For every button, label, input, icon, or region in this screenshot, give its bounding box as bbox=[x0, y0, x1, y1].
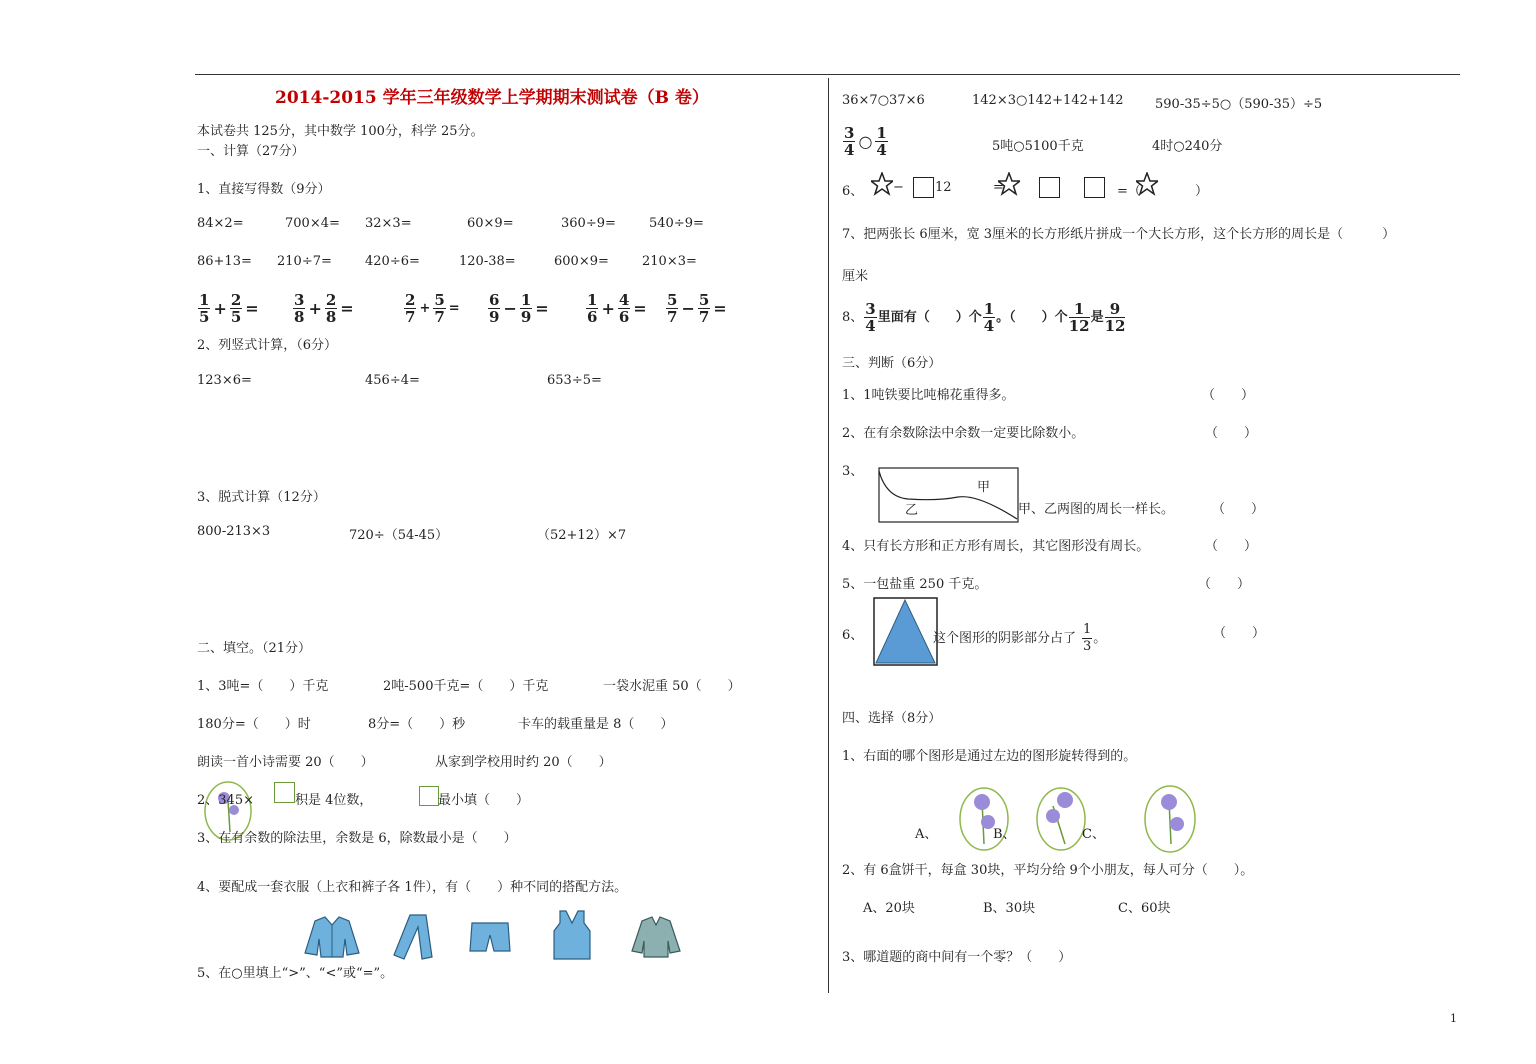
fraction-expr: $\frac{6}{9}$ − $\frac{1}{9}$ = bbox=[489, 291, 549, 326]
choice-item: 2、有 6盒饼干，每盒 30块，平均分给 9个小朋友，每人可分（ ）。 bbox=[842, 863, 1254, 878]
judge-item: 2、在有余数除法中余数一定要比除数小。 bbox=[842, 426, 1085, 441]
compare-item: 142×3○142+142+142 bbox=[972, 93, 1124, 108]
shorts-icon bbox=[468, 919, 512, 955]
section-2-heading: 二、填空。（21分） bbox=[197, 641, 312, 656]
section-1-heading: 一、计算（27分） bbox=[197, 144, 305, 159]
calc-item: 360÷9= bbox=[561, 216, 616, 231]
option-a-label: A、 bbox=[915, 827, 938, 842]
choice-option: B、30块 bbox=[983, 901, 1036, 916]
fraction-expr: $\frac{2}{7}$ + $\frac{5}{7}$ = bbox=[405, 291, 460, 326]
calc-item: 120-38= bbox=[459, 254, 516, 269]
answer-box[interactable] bbox=[913, 177, 934, 198]
page-number: 1 bbox=[1450, 1012, 1457, 1025]
judge-paren: （ ） bbox=[1198, 577, 1251, 592]
region-jia: 甲 bbox=[977, 480, 991, 495]
q2-heading: 2、列竖式计算，（6分） bbox=[197, 338, 338, 353]
judge-item: 1、1吨铁要比吨棉花重得多。 bbox=[842, 388, 1015, 403]
fill-item: 积是 4位数， bbox=[295, 793, 373, 808]
compare-item: 590-35÷5○（590-35）÷5 bbox=[1155, 97, 1323, 112]
judge-item: 这个图形的阴影部分占了 $\frac{1}{3}$ 。 bbox=[933, 622, 1107, 654]
q7-text: 7、把两张长 6厘米，宽 3厘米的长方形纸片拼成一个大长方形，这个长方形的周长是（ ） bbox=[842, 227, 1396, 242]
judge-label: 3、 bbox=[842, 464, 864, 479]
shaded-triangle-figure bbox=[873, 597, 938, 666]
judge-paren: （ ） bbox=[1202, 388, 1255, 403]
fraction-expr: $\frac{3}{8}$ + $\frac{2}{8}$ = bbox=[294, 291, 354, 326]
section-4-heading: 四、选择（8分） bbox=[842, 711, 942, 726]
compare-item: 4时○240分 bbox=[1152, 139, 1223, 154]
fill-item: 最小填（ ） bbox=[438, 793, 530, 808]
chain-calc-item: 720÷（54-45） bbox=[349, 528, 449, 543]
pants-icon bbox=[388, 913, 438, 961]
fill-item: 1、3吨=（ ）千克 bbox=[197, 679, 329, 694]
compare-fraction: $\frac{3}{4}$ ○ $\frac{1}{4}$ bbox=[844, 124, 887, 159]
jacket-icon bbox=[295, 913, 369, 959]
calc-item: 60×9= bbox=[467, 216, 514, 231]
intro-text: 本试卷共 125分，其中数学 100分，科学 25分。 bbox=[197, 124, 484, 139]
coat-icon bbox=[626, 913, 686, 959]
page-title: 2014-2015 学年三年级数学上学期期末测试卷（B 卷） bbox=[275, 88, 709, 108]
fill-item: 一袋水泥重 50（ ） bbox=[603, 679, 741, 694]
fill-item: 4、要配成一套衣服（上衣和裤子各 1件），有（ ）种不同的搭配方法。 bbox=[197, 880, 628, 895]
close-paren: ） bbox=[1195, 184, 1209, 199]
calc-item: 210×3= bbox=[642, 254, 697, 269]
q8-text: 8、 $\frac{3}{4}$ 里面有（ ）个 $\frac{1}{4}$ 。（ ）个 $\frac{1}{12}$ 是 $\frac{9}{12}$ bbox=[842, 300, 1126, 335]
fill-item: 朗读一首小诗需要 20（ ） bbox=[197, 755, 374, 770]
fraction-expr: $\frac{1}{6}$ + $\frac{4}{6}$ = bbox=[587, 291, 647, 326]
compare-item: 5吨○5100千克 bbox=[992, 139, 1084, 154]
judge-paren: （ ） bbox=[1213, 626, 1266, 641]
vertical-calc-item: 123×6= bbox=[197, 373, 252, 388]
fill-item: 5、在○里填上“>”、“<”或“=”。 bbox=[197, 966, 394, 981]
section-3-heading: 三、判断（6分） bbox=[842, 356, 942, 371]
column-divider bbox=[828, 78, 829, 993]
calc-item: 84×2= bbox=[197, 216, 244, 231]
equals-sign: = bbox=[993, 180, 1004, 195]
answer-box[interactable] bbox=[419, 786, 439, 806]
flower-icon bbox=[1035, 786, 1087, 852]
vertical-calc-item: 653÷5= bbox=[547, 373, 602, 388]
q6-label: 6、 bbox=[842, 184, 864, 199]
fill-item: 2吨-500千克=（ ）千克 bbox=[383, 679, 549, 694]
vertical-calc-item: 456÷4= bbox=[365, 373, 420, 388]
number-12: 12 bbox=[935, 180, 952, 195]
star-icon bbox=[998, 172, 1020, 196]
choice-item: 3、哪道题的商中间有一个零？（ ） bbox=[842, 950, 1072, 965]
star-icon bbox=[1136, 172, 1158, 196]
answer-box[interactable] bbox=[274, 782, 295, 803]
chain-calc-item: （52+12）×7 bbox=[537, 528, 627, 543]
q7-unit: 厘米 bbox=[842, 269, 869, 284]
choice-option: A、20块 bbox=[863, 901, 915, 916]
judge-item: 5、一包盐重 250 千克。 bbox=[842, 577, 988, 592]
chain-calc-item: 800-213×3 bbox=[197, 524, 271, 539]
answer-box[interactable] bbox=[1039, 177, 1060, 198]
divided-rectangle-figure bbox=[878, 467, 1020, 524]
fill-item: 2、345× bbox=[197, 793, 254, 808]
region-yi: 乙 bbox=[905, 503, 919, 518]
fill-item: 卡车的载重量是 8（ ） bbox=[518, 717, 674, 732]
q1-heading: 1、直接写得数（9分） bbox=[197, 182, 331, 197]
calc-item: 210÷7= bbox=[277, 254, 332, 269]
calc-item: 700×4= bbox=[285, 216, 340, 231]
judge-paren: （ ） bbox=[1205, 426, 1258, 441]
choice-item: 1、右面的哪个图形是通过左边的图形旋转得到的。 bbox=[842, 749, 1137, 764]
calc-item: 32×3= bbox=[365, 216, 412, 231]
answer-box[interactable] bbox=[1084, 177, 1105, 198]
judge-paren: （ ） bbox=[1205, 539, 1258, 554]
vest-icon bbox=[550, 909, 594, 961]
star-icon bbox=[871, 172, 893, 196]
calc-item: 540÷9= bbox=[649, 216, 704, 231]
judge-item: 4、只有长方形和正方形有周长，其它图形没有周长。 bbox=[842, 539, 1150, 554]
calc-item: 86+13= bbox=[197, 254, 252, 269]
fill-item: 180分=（ ）时 bbox=[197, 717, 311, 732]
fill-item: 8分=（ ）秒 bbox=[368, 717, 466, 732]
option-b-label: B、 bbox=[993, 827, 1016, 842]
judge-item: 甲、乙两图的周长一样长。 bbox=[1018, 502, 1175, 517]
fill-item: 从家到学校用时约 20（ ） bbox=[435, 755, 612, 770]
compare-item: 36×7○37×6 bbox=[842, 93, 925, 108]
q3-heading: 3、脱式计算（12分） bbox=[197, 490, 326, 505]
fill-item: 3、在有余数的除法里，余数是 6，除数最小是（ ） bbox=[197, 831, 517, 846]
flower-icon bbox=[958, 786, 1010, 852]
equals-paren: =（ bbox=[1117, 184, 1141, 199]
calc-item: 600×9= bbox=[554, 254, 609, 269]
minus-sign: − bbox=[893, 180, 904, 195]
fraction-expr: $\frac{5}{7}$ − $\frac{5}{7}$ = bbox=[667, 291, 727, 326]
top-rule bbox=[195, 74, 1460, 75]
flower-icon bbox=[1143, 784, 1197, 854]
option-c-label: C、 bbox=[1082, 827, 1105, 842]
judge-label: 6、 bbox=[842, 628, 864, 643]
choice-option: C、60块 bbox=[1118, 901, 1171, 916]
judge-paren: （ ） bbox=[1212, 502, 1265, 517]
fraction-expr: $\frac{1}{5}$ + $\frac{2}{5}$ = bbox=[199, 291, 259, 326]
calc-item: 420÷6= bbox=[365, 254, 420, 269]
